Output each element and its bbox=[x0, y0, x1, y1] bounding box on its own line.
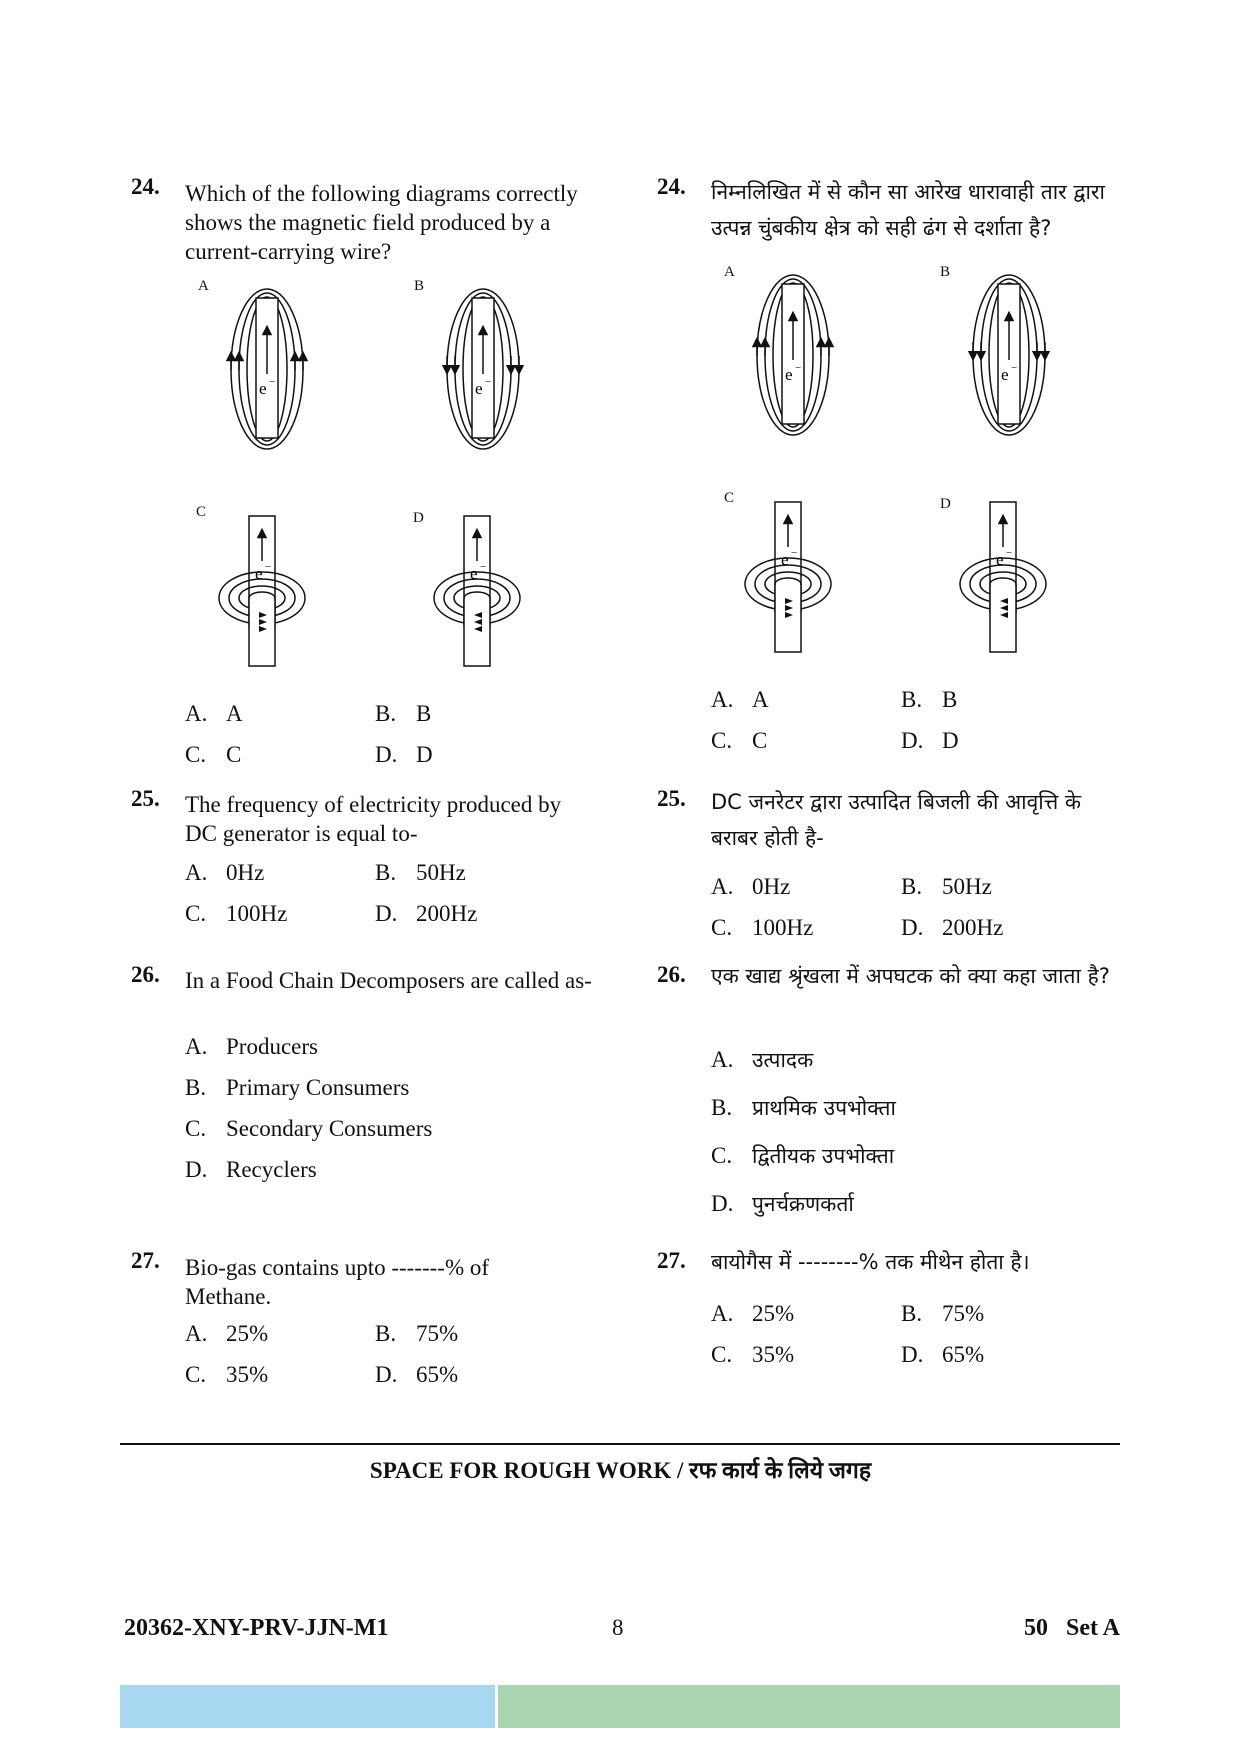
option-c[interactable]: C. 100Hz bbox=[185, 901, 288, 926]
paper-code: 20362-XNY-PRV-JJN-M1 bbox=[124, 1615, 389, 1641]
option-b[interactable]: B. B bbox=[901, 687, 958, 712]
option-a[interactable]: A. 0Hz bbox=[185, 860, 265, 885]
option-a[interactable]: A. 25% bbox=[711, 1301, 795, 1326]
electron-label: e bbox=[785, 365, 793, 384]
diagram-label: D bbox=[413, 510, 424, 526]
diagram-d-rings-left bbox=[938, 497, 1068, 667]
electron-sign: − bbox=[795, 362, 802, 374]
question-text: एक खाद्य श्रृंखला में अपघटक को क्या कहा जाता है? bbox=[711, 964, 1110, 988]
diagram-c-rings-right bbox=[723, 497, 853, 667]
diagram-a-field-up bbox=[217, 284, 317, 454]
electron-sign: − bbox=[269, 376, 276, 388]
option-c[interactable]: C. 35% bbox=[711, 1342, 795, 1367]
footer-bar-right bbox=[498, 1685, 1120, 1728]
option-b[interactable]: B. 50Hz bbox=[375, 860, 466, 885]
question-text: The frequency of electricity produced by DC generator is equal to- bbox=[185, 792, 562, 846]
diagram-a-field-up bbox=[743, 270, 843, 440]
option-d[interactable]: D. D bbox=[375, 742, 433, 767]
option-d[interactable]: D. 65% bbox=[901, 1342, 985, 1367]
question-text: निम्नलिखित में से कौन सा आरेख धारावाही तार द्वारा उत्पन्न चुंबकीय क्षेत्र को सही ढंग से दर्शाता है? bbox=[711, 180, 1105, 240]
diagram-d-rings-left bbox=[412, 511, 542, 681]
electron-label: e bbox=[255, 564, 263, 583]
option-d[interactable]: D. D bbox=[901, 728, 959, 753]
diagram-label: A bbox=[724, 264, 735, 280]
question-text: Which of the following diagrams correctly shows the magnetic field produced by a current-carrying wire? bbox=[185, 181, 578, 264]
electron-label: e bbox=[259, 379, 267, 398]
option-a[interactable]: A. Producers bbox=[185, 1034, 318, 1059]
option-b[interactable]: B. प्राथमिक उपभोक्ता bbox=[711, 1095, 896, 1120]
option-c[interactable]: C. द्वितीयक उपभोक्ता bbox=[711, 1143, 895, 1168]
option-a[interactable]: A. A bbox=[185, 701, 243, 726]
electron-sign: − bbox=[485, 376, 492, 388]
question-number: 27. bbox=[657, 1248, 686, 1273]
electron-sign: − bbox=[265, 561, 272, 573]
electron-label: e bbox=[475, 379, 483, 398]
diagram-label: C bbox=[196, 504, 207, 520]
electron-sign: − bbox=[1006, 547, 1013, 559]
divider-line bbox=[120, 1443, 1120, 1445]
question-number: 24. bbox=[131, 174, 160, 199]
option-b[interactable]: B. 75% bbox=[375, 1321, 459, 1346]
question-number: 27. bbox=[131, 1248, 160, 1273]
option-a[interactable]: A. A bbox=[711, 687, 769, 712]
option-d[interactable]: D. 65% bbox=[375, 1362, 459, 1387]
option-c[interactable]: C. C bbox=[185, 742, 242, 767]
footer-bar-left bbox=[120, 1685, 495, 1728]
electron-sign: − bbox=[791, 547, 798, 559]
option-a[interactable]: A. 0Hz bbox=[711, 874, 791, 899]
electron-sign: − bbox=[1011, 362, 1018, 374]
diagram-label: D bbox=[940, 496, 951, 512]
option-b[interactable]: B. 75% bbox=[901, 1301, 985, 1326]
option-c[interactable]: C. C bbox=[711, 728, 768, 753]
question-number: 24. bbox=[657, 174, 686, 199]
question-text: In a Food Chain Decomposers are called as- bbox=[185, 968, 592, 993]
set-label: 50 Set A bbox=[1024, 1615, 1120, 1641]
diagram-c-rings-right bbox=[197, 511, 327, 681]
electron-label: e bbox=[781, 550, 789, 569]
diagram-label: C bbox=[724, 490, 735, 506]
electron-label: e bbox=[470, 564, 478, 583]
option-d[interactable]: D. Recyclers bbox=[185, 1157, 317, 1182]
diagram-b-field-down bbox=[959, 270, 1059, 440]
option-d[interactable]: D. 200Hz bbox=[375, 901, 478, 926]
option-c[interactable]: C. 35% bbox=[185, 1362, 269, 1387]
diagram-label: B bbox=[940, 264, 951, 280]
question-text: DC जनरेटर द्वारा उत्पादित बिजली की आवृत्ति के बराबर होती है- bbox=[711, 790, 1082, 850]
electron-sign: − bbox=[480, 561, 487, 573]
option-b[interactable]: B. B bbox=[375, 701, 432, 726]
diagram-label: A bbox=[198, 278, 209, 294]
rough-work-heading: SPACE FOR ROUGH WORK / रफ कार्य के लिये जगह bbox=[369, 1458, 872, 1483]
diagram-label: B bbox=[414, 278, 425, 294]
question-number: 26. bbox=[131, 962, 160, 987]
question-number: 25. bbox=[657, 786, 686, 811]
diagram-b-field-down bbox=[433, 284, 533, 454]
page-number: 8 bbox=[612, 1615, 624, 1640]
option-c[interactable]: C. Secondary Consumers bbox=[185, 1116, 433, 1141]
option-c[interactable]: C. 100Hz bbox=[711, 915, 814, 940]
electron-label: e bbox=[996, 550, 1004, 569]
question-number: 26. bbox=[657, 962, 686, 987]
option-b[interactable]: B. 50Hz bbox=[901, 874, 992, 899]
question-number: 25. bbox=[131, 786, 160, 811]
option-b[interactable]: B. Primary Consumers bbox=[185, 1075, 410, 1100]
question-text: Bio-gas contains upto -------% of Methane. bbox=[185, 1255, 490, 1309]
option-d[interactable]: D. पुनर्चक्रणकर्ता bbox=[711, 1191, 854, 1216]
option-d[interactable]: D. 200Hz bbox=[901, 915, 1004, 940]
option-a[interactable]: A. उत्पादक bbox=[711, 1047, 814, 1072]
question-text: बायोगैस में --------% तक मीथेन होता है। bbox=[711, 1250, 1030, 1274]
electron-label: e bbox=[1001, 365, 1009, 384]
option-a[interactable]: A. 25% bbox=[185, 1321, 269, 1346]
